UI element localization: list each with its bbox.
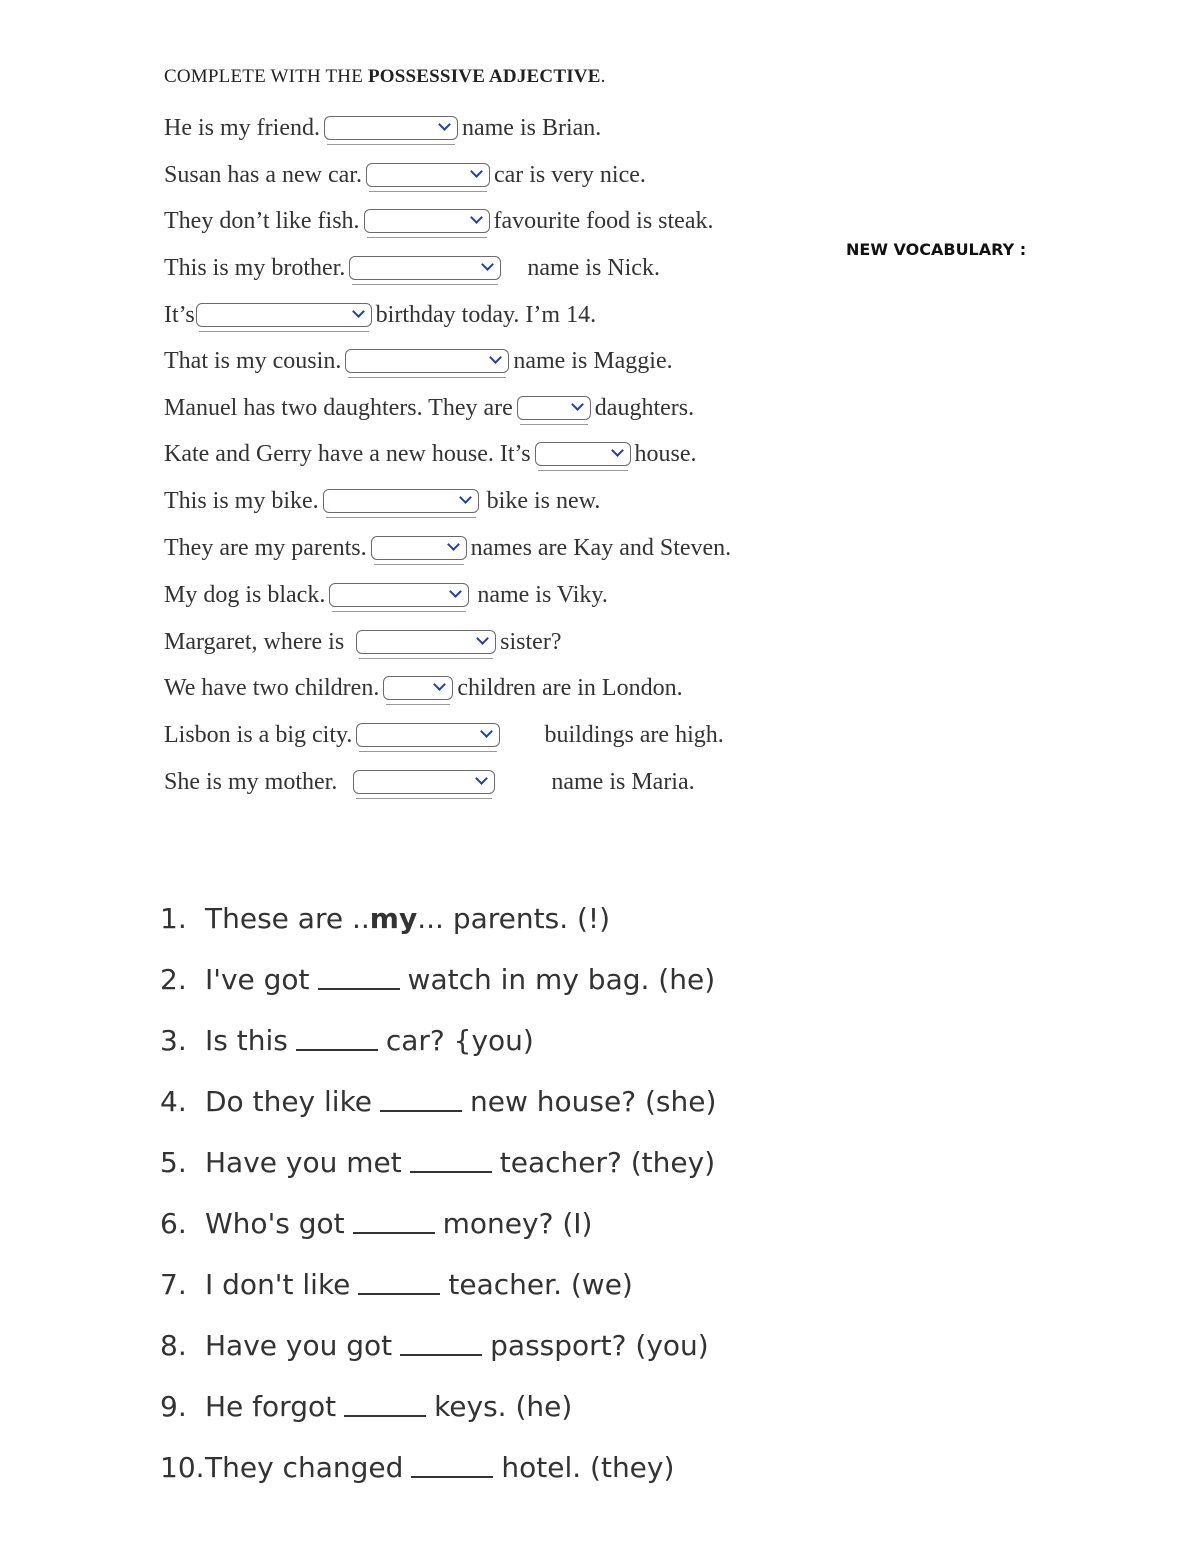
exercise-line (164, 766, 695, 798)
item-number: 5. (160, 1145, 187, 1179)
text-after: birthday today. I’m 14. (375, 301, 597, 328)
text-after: buildings are high. (544, 721, 724, 748)
text-before: Who's got (205, 1206, 345, 1240)
text-after: hotel. (they) (501, 1450, 675, 1484)
text-before: It’s (164, 301, 195, 328)
text-before: Have you met (205, 1145, 402, 1179)
text-before: Manuel has two daughters. They are (164, 394, 513, 421)
text-before: Do they like (205, 1084, 373, 1118)
example-answer: my (369, 901, 418, 935)
text-before: Kate and Gerry have a new house. It’s (164, 440, 531, 467)
chevron-down-icon (481, 725, 494, 738)
chevron-down-icon (352, 305, 365, 318)
text-before: He forgot (205, 1389, 337, 1423)
chevron-down-icon (481, 258, 494, 271)
answer-dropdown[interactable] (356, 723, 500, 747)
chevron-down-icon (459, 491, 472, 504)
exercise-line (164, 626, 561, 658)
numbered-item (160, 1325, 709, 1365)
text-before: That is my cousin. (164, 347, 342, 374)
numbered-item (160, 1447, 674, 1487)
exercise-line (164, 438, 697, 470)
answer-blank[interactable] (296, 1029, 378, 1051)
text-before: They changed (205, 1450, 404, 1484)
answer-dropdown[interactable] (371, 536, 467, 560)
exercise-line (164, 392, 694, 424)
exercise-line (164, 579, 608, 611)
text-after: children are in London. (457, 674, 683, 701)
answer-dropdown[interactable] (356, 630, 496, 654)
text-after: bike is new. (486, 487, 601, 514)
text-before: Is this (205, 1023, 288, 1057)
answer-blank[interactable] (410, 1151, 492, 1173)
text-before: My dog is black. (164, 581, 326, 608)
text-after: name is Viky. (477, 581, 608, 608)
chevron-down-icon (470, 211, 483, 224)
text-before: He is my friend. (164, 114, 320, 141)
text-after: sister? (500, 628, 562, 655)
text-after: money? (I) (442, 1206, 593, 1240)
text-before: This is my brother. (164, 254, 346, 281)
answer-dropdown[interactable] (329, 583, 469, 607)
exercise-line (164, 299, 596, 331)
text-after: name is Brian. (461, 114, 602, 141)
item-number: 6. (160, 1206, 187, 1240)
chevron-down-icon (475, 772, 488, 785)
answer-dropdown[interactable] (366, 163, 490, 187)
answer-dropdown[interactable] (345, 349, 509, 373)
answer-dropdown[interactable] (323, 489, 479, 513)
answer-blank[interactable] (380, 1090, 462, 1112)
text-after: car is very nice. (493, 161, 646, 188)
text-after: watch in my bag. (he) (407, 962, 716, 996)
answer-blank[interactable] (358, 1273, 440, 1295)
exercise-line (164, 719, 724, 751)
numbered-item (160, 898, 610, 938)
exercise-line (164, 345, 673, 377)
answer-dropdown[interactable] (196, 303, 372, 327)
chevron-down-icon (438, 118, 451, 131)
numbered-item (160, 1081, 716, 1121)
item-number: 3. (160, 1023, 187, 1057)
answer-dropdown[interactable] (383, 676, 453, 700)
text-after: keys. (he) (434, 1389, 573, 1423)
chevron-down-icon (447, 538, 460, 551)
item-number: 2. (160, 962, 187, 996)
exercise-line (164, 205, 713, 237)
text-before: Margaret, where is (164, 628, 345, 655)
answer-blank[interactable] (344, 1395, 426, 1417)
text-before: She is my mother. (164, 768, 338, 795)
item-number: 1. (160, 901, 187, 935)
chevron-down-icon (470, 165, 483, 178)
answer-blank[interactable] (400, 1334, 482, 1356)
text-before: I don't like (205, 1267, 351, 1301)
text-before: These are .. (205, 901, 370, 935)
numbered-item (160, 1264, 633, 1304)
text-before: They don’t like fish. (164, 207, 360, 234)
exercise-line (164, 532, 731, 564)
text-after: ... parents. (!) (417, 901, 611, 935)
text-before: This is my bike. (164, 487, 319, 514)
text-after: car? {you) (385, 1023, 534, 1057)
text-before: I've got (205, 962, 310, 996)
item-number: 8. (160, 1328, 187, 1362)
text-after: new house? (she) (470, 1084, 717, 1118)
answer-dropdown[interactable] (349, 256, 501, 280)
text-after: passport? (you) (490, 1328, 709, 1362)
text-after: name is Maria. (551, 768, 695, 795)
text-before: Lisbon is a big city. (164, 721, 353, 748)
exercise-line (164, 485, 600, 517)
new-vocabulary-label: NEW VOCABULARY : (846, 240, 1027, 259)
numbered-item (160, 1142, 715, 1182)
chevron-down-icon (433, 678, 446, 691)
numbered-item (160, 1020, 534, 1060)
exercise-line (164, 159, 646, 191)
numbered-item (160, 1203, 592, 1243)
answer-blank[interactable] (353, 1212, 435, 1234)
chevron-down-icon (449, 585, 462, 598)
text-after: teacher. (we) (448, 1267, 633, 1301)
title-part-3: . (600, 66, 606, 87)
title-part-1: COMPLETE WITH THE (164, 66, 368, 87)
numbered-item (160, 1386, 572, 1426)
answer-dropdown[interactable] (517, 396, 591, 420)
item-number: 10. (160, 1450, 205, 1484)
text-before: They are my parents. (164, 534, 367, 561)
numbered-item (160, 959, 715, 999)
text-after: daughters. (594, 394, 695, 421)
chevron-down-icon (489, 351, 502, 364)
chevron-down-icon (476, 632, 489, 645)
text-before: Susan has a new car. (164, 161, 362, 188)
exercise-line (164, 112, 601, 144)
text-before: Have you got (205, 1328, 393, 1362)
text-after: name is Nick. (527, 254, 660, 281)
text-after: favourite food is steak. (493, 207, 714, 234)
answer-blank[interactable] (411, 1456, 493, 1478)
chevron-down-icon (571, 398, 584, 411)
answer-blank[interactable] (318, 968, 400, 990)
answer-dropdown[interactable] (535, 442, 631, 466)
chevron-down-icon (611, 444, 624, 457)
answer-dropdown[interactable] (364, 209, 490, 233)
text-before: We have two children. (164, 674, 380, 701)
answer-dropdown[interactable] (324, 116, 458, 140)
text-after: names are Kay and Steven. (470, 534, 732, 561)
exercise-line (164, 672, 683, 704)
title-part-2: POSSESSIVE ADJECTIVE (367, 66, 601, 87)
text-after: teacher? (they) (499, 1145, 716, 1179)
exercise-line (164, 252, 660, 284)
text-after: house. (634, 440, 697, 467)
worksheet-title (164, 66, 606, 88)
item-number: 9. (160, 1389, 187, 1423)
item-number: 7. (160, 1267, 187, 1301)
text-after: name is Maggie. (513, 347, 673, 374)
item-number: 4. (160, 1084, 187, 1118)
answer-dropdown[interactable] (353, 770, 495, 794)
